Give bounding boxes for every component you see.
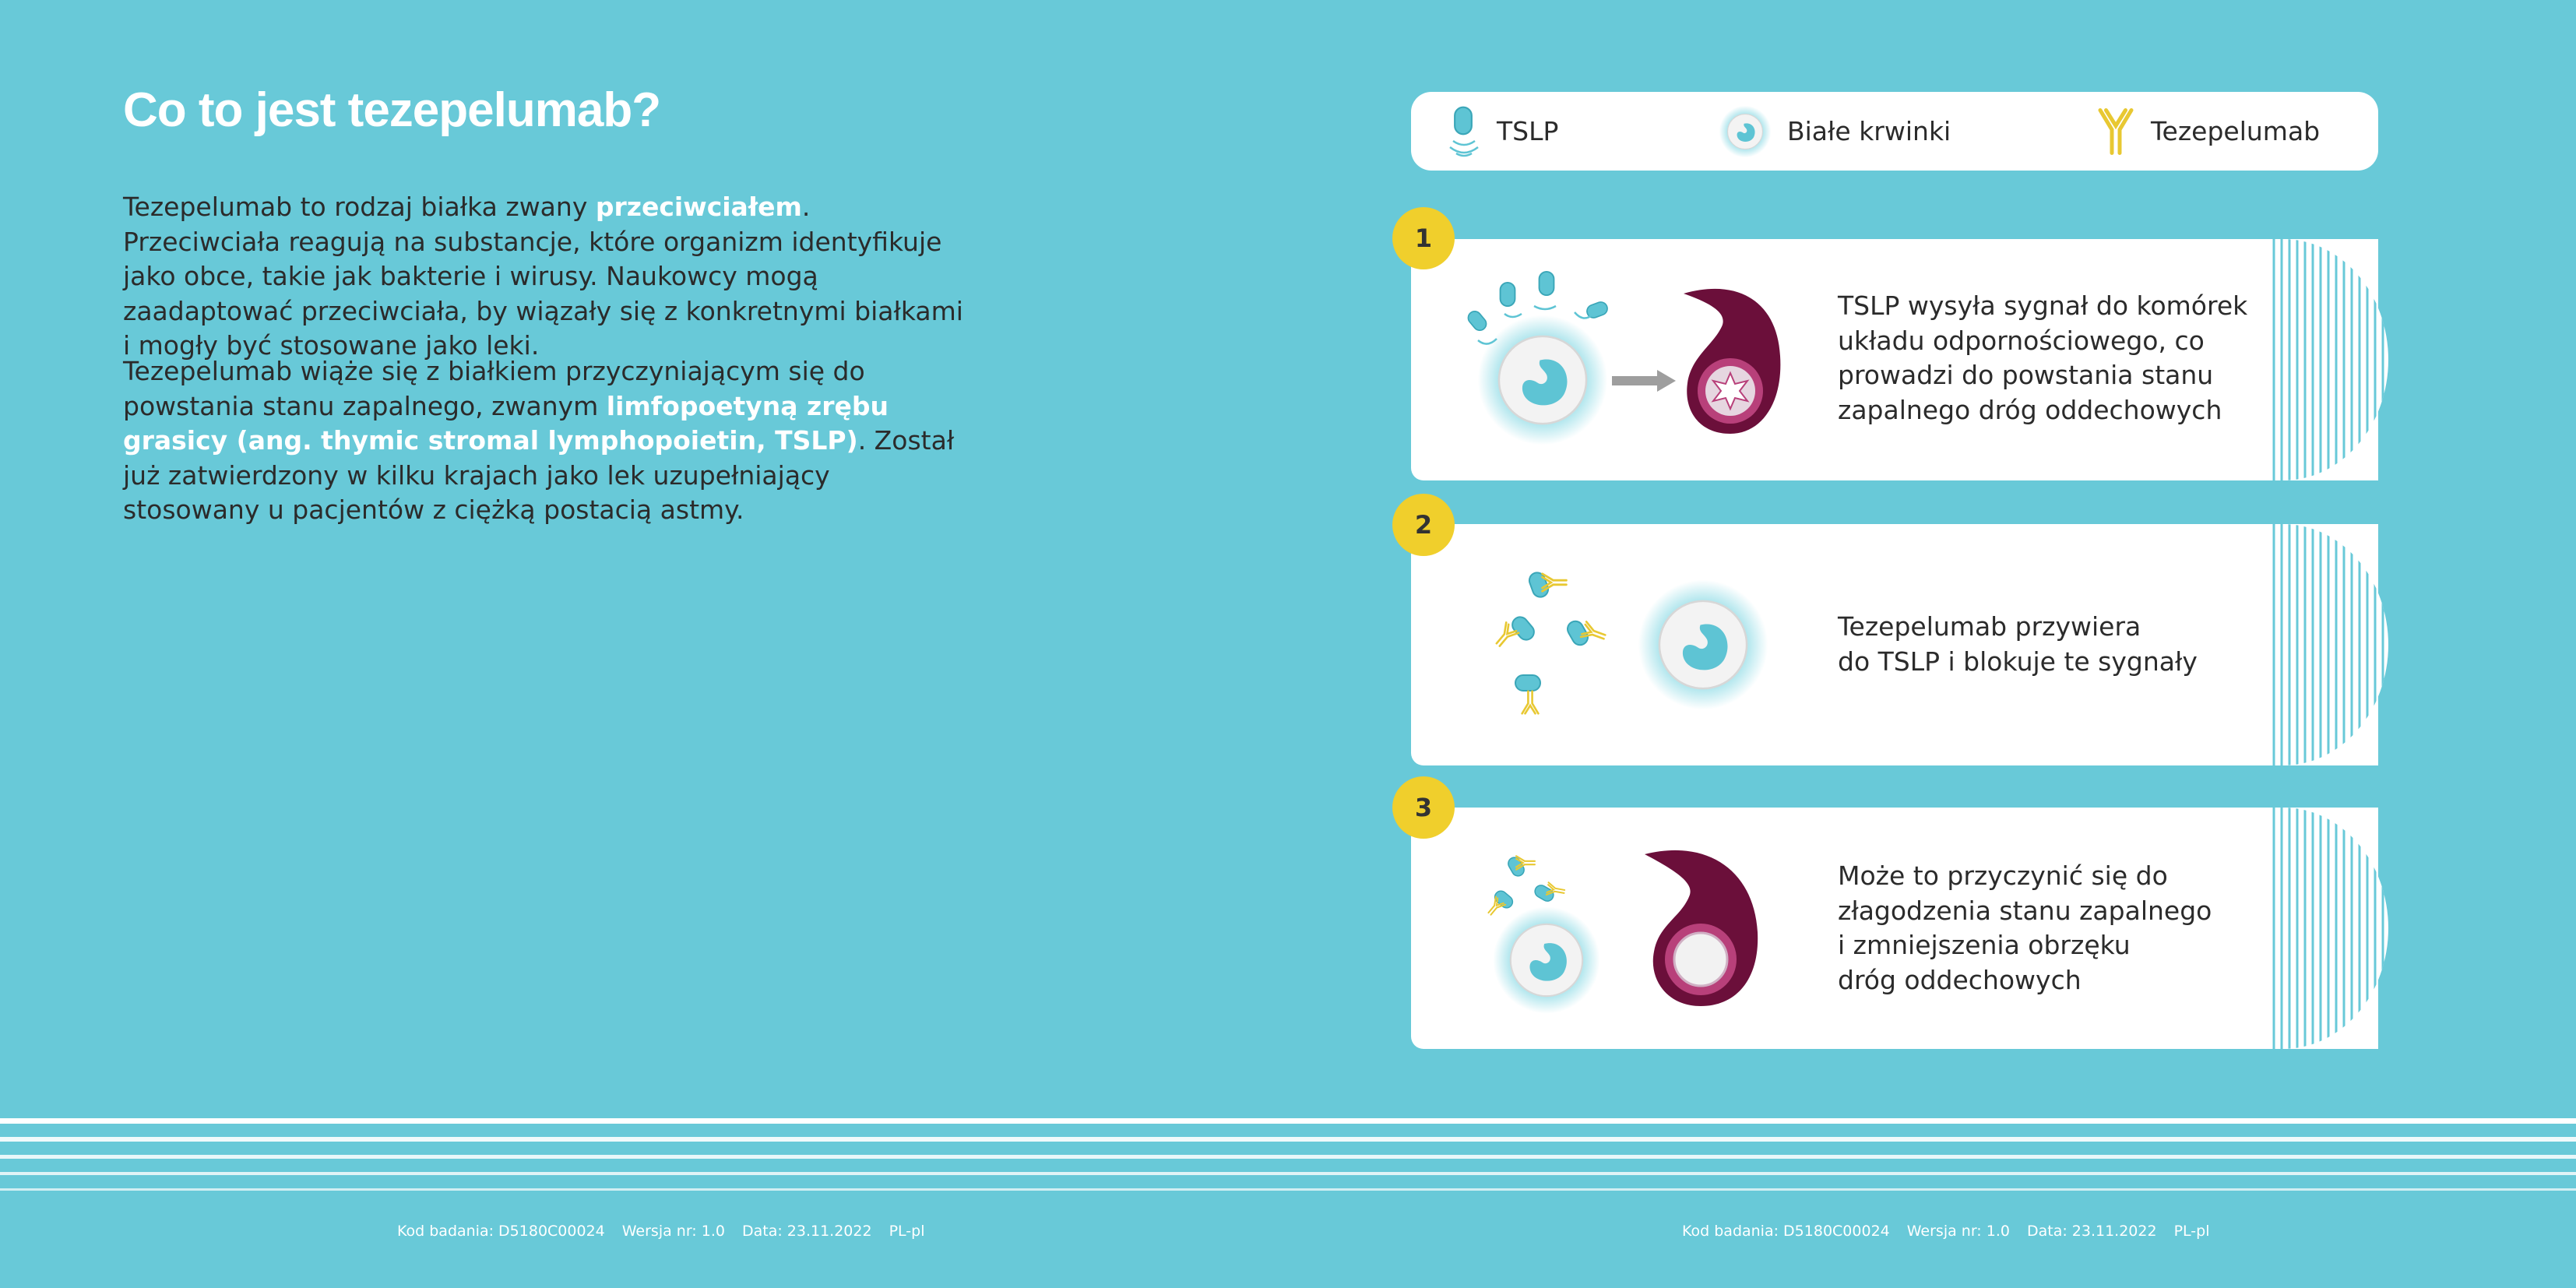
legend-label-tezepelumab: Tezepelumab bbox=[2151, 116, 2321, 146]
footer-version: Wersja nr: 1.0 bbox=[1906, 1223, 2010, 1240]
para1-text-c: . Przeciwciała reagują na substancje, które organizm identyfikuje jako obce, takie jak bakterie i wirusy. Naukowcy mogą zaadaptować przeciwciała, by wiązały się z konkretnymi białkami i mogły być stosowane jako leki. bbox=[123, 192, 963, 361]
white-blood-cell-icon bbox=[1638, 580, 1768, 710]
para1-text-a: Tezepelumab to rodzaj białka zwany bbox=[123, 192, 596, 222]
tslp-antibody-complex-icon bbox=[1492, 571, 1607, 714]
step-1-illustration bbox=[1411, 239, 1832, 480]
para2-text-c: . Został już zatwierdzony w kilku krajach jako lek uzupełniający stosowany u pacjentów z ciężką postacią astmy. bbox=[123, 425, 955, 525]
step-number-badge-3: 3 bbox=[1392, 776, 1455, 839]
legend-item-tslp bbox=[1447, 92, 1558, 171]
step-card-2 bbox=[1411, 524, 2378, 765]
card-tail-stripes bbox=[2268, 808, 2392, 1049]
intro-paragraph-tslp bbox=[123, 354, 972, 528]
footer-locale: PL-pl bbox=[889, 1223, 925, 1240]
footer-right bbox=[1682, 1223, 2209, 1240]
step-3-text: Może to przyczynić się do złagodzenia stanu zapalnego i zmniejszenia obrzęku dróg oddechowych bbox=[1838, 860, 2212, 995]
white-blood-cell-icon bbox=[1493, 906, 1599, 1013]
footer-version: Wersja nr: 1.0 bbox=[621, 1223, 725, 1240]
arrow-right-icon bbox=[1612, 370, 1676, 392]
footer-date: Data: 23.11.2022 bbox=[2026, 1223, 2157, 1240]
para1-highlight: przeciwciałem bbox=[595, 192, 802, 222]
footer-stripes bbox=[0, 1115, 2576, 1201]
page-title: Co to jest tezepelumab? bbox=[123, 83, 661, 137]
airway-icon bbox=[1645, 850, 1758, 1006]
step-number-badge-2: 2 bbox=[1392, 494, 1455, 556]
step-2-text: Tezepelumab przywiera do TSLP i blokuje te sygnały bbox=[1838, 611, 2198, 677]
legend-panel bbox=[1411, 92, 2378, 171]
footer-left bbox=[397, 1223, 924, 1240]
step-3-illustration bbox=[1411, 808, 1832, 1049]
card-tail-stripes bbox=[2268, 239, 2392, 480]
white-blood-cell-icon bbox=[1478, 315, 1608, 445]
antibody-icon bbox=[2096, 108, 2135, 155]
footer-date: Data: 23.11.2022 bbox=[741, 1223, 872, 1240]
step-card-1 bbox=[1411, 239, 2378, 480]
footer-study-code: Kod badania: D5180C00024 bbox=[1682, 1223, 1890, 1240]
step-2-illustration bbox=[1411, 524, 1832, 765]
tslp-icon bbox=[1447, 100, 1481, 163]
legend-item-tezepelumab bbox=[2096, 92, 2320, 171]
footer-locale: PL-pl bbox=[2173, 1223, 2210, 1240]
white-blood-cell-icon bbox=[1719, 105, 1772, 158]
step-card-3 bbox=[1411, 808, 2378, 1049]
intro-paragraph-antibody bbox=[123, 190, 972, 364]
para2-highlight: limfopoetyną zrębu grasicy (ang. thymic stromal lymphopoietin, TSLP) bbox=[123, 390, 889, 456]
legend-label-tslp: TSLP bbox=[1497, 116, 1559, 146]
legend-item-white-cells bbox=[1719, 92, 1951, 171]
step-1-text: TSLP wysyła sygnał do komórek układu odpornościowego, co prowadzi do powstania stanu zapalnego dróg oddechowych bbox=[1838, 290, 2248, 425]
airway-icon bbox=[1684, 289, 1780, 434]
footer-study-code: Kod badania: D5180C00024 bbox=[397, 1223, 605, 1240]
para2-text-a: Tezepelumab wiąże się z białkiem przyczyniającym się do powstania stanu zapalnego, zwanym bbox=[123, 356, 865, 421]
legend-label-white-cells: Białe krwinki bbox=[1787, 116, 1951, 146]
step-number-badge-1: 1 bbox=[1392, 207, 1455, 269]
card-tail-stripes bbox=[2268, 524, 2392, 765]
